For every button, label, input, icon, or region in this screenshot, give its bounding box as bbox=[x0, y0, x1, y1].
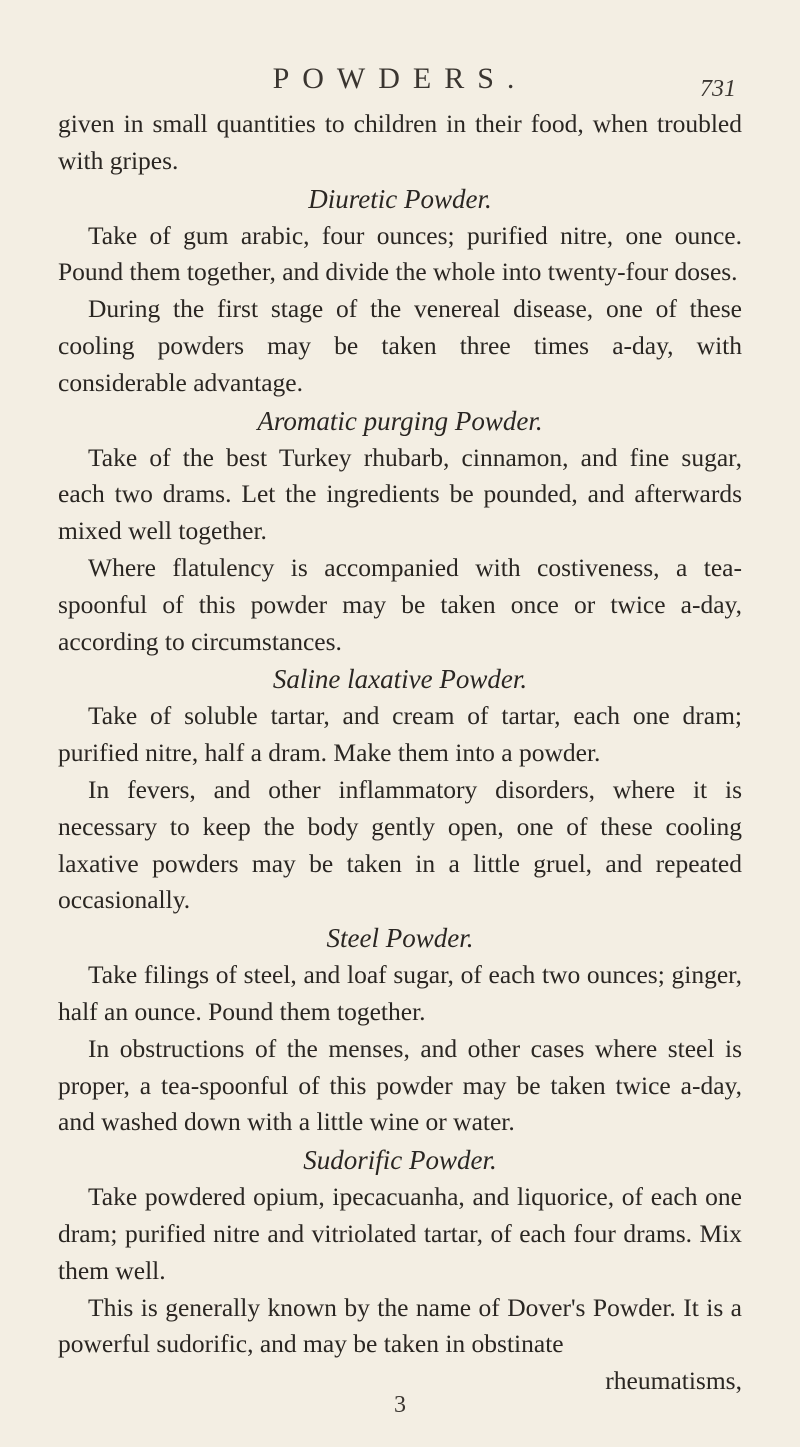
body-text bbox=[58, 106, 742, 1400]
paragraph: Where flatulency is accompanied with costiveness, a tea-spoonful of this powder may be taken once or twice a-day, according to circumstances. bbox=[58, 552, 742, 656]
page-header bbox=[58, 58, 742, 106]
heading-steel-powder: Steel Powder. bbox=[326, 923, 474, 954]
heading-saline-laxative-powder: Saline laxative Powder. bbox=[272, 664, 528, 695]
heading-aromatic-purging-powder: Aromatic purging Powder. bbox=[257, 405, 543, 436]
paragraph-continued: given in small quantities to children in their food, when troubled with gripes. bbox=[58, 109, 742, 175]
paragraph: In obstructions of the menses, and other cases where steel is proper, a tea-spoonful of this powder may be taken twice a-day, and washed down with a little wine or water. bbox=[58, 1033, 742, 1137]
heading-diuretic-powder: Diuretic Powder. bbox=[308, 183, 492, 214]
catchword: rheumatisms, bbox=[605, 1366, 742, 1396]
paragraph: In fevers, and other inflammatory disorders, where it is necessary to keep the body gently open, one of these cooling laxative powders may be taken in a little gruel, and repeated occasionally. bbox=[58, 774, 742, 915]
paragraph: Take filings of steel, and loaf sugar, of each two ounces; ginger, half an ounce. Pound them together. bbox=[58, 960, 742, 1026]
paragraph: Take of the best Turkey rhubarb, cinnamon, and fine sugar, each two drams. Let the ingredients be pounded, and afterwards mixed well together. bbox=[58, 442, 742, 546]
paragraph: Take powdered opium, ipecacuanha, and liquorice, of each one dram; purified nitre and vitriolated tartar, of each four drams. Mix them well. bbox=[58, 1182, 742, 1285]
paragraph: Take of gum arabic, four ounces; purified nitre, one ounce. Pound them together, and divide the whole into twenty-four doses. bbox=[58, 220, 742, 287]
paragraph: Take of soluble tartar, and cream of tartar, each one dram; purified nitre, half a dram. Make them into a powder. bbox=[58, 701, 742, 768]
signature-mark: 3 bbox=[394, 1392, 406, 1418]
paragraph: This is generally known by the name of Dover's Powder. It is a powerful sudorific, and may be taken in obstinate bbox=[58, 1292, 742, 1359]
page-number: 731 bbox=[700, 76, 736, 102]
heading-sudorific-powder: Sudorific Powder. bbox=[303, 1145, 497, 1176]
running-head: POWDERS. bbox=[272, 62, 528, 95]
paragraph: During the first stage of the venereal disease, one of these cooling powders may be taken three times a-day, with considerable advantage. bbox=[58, 294, 742, 397]
